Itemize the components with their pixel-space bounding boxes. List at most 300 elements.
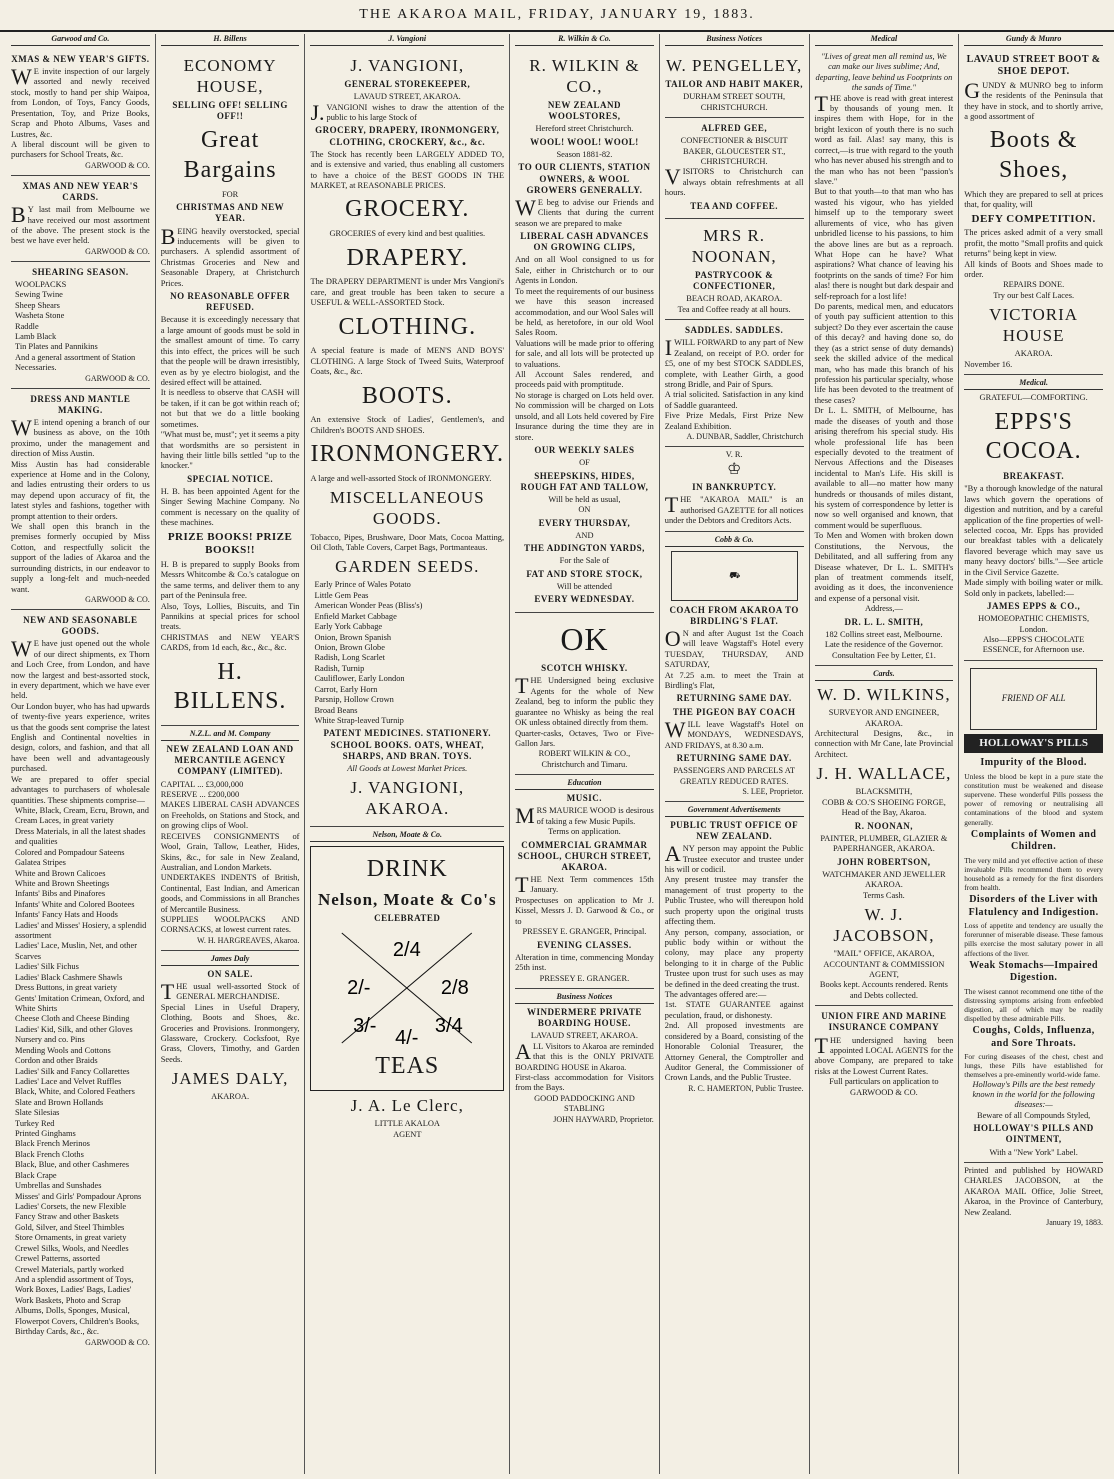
list-item: Lamb Black: [15, 331, 57, 341]
list-item: And a general assortment of Station Necessaries.: [15, 352, 136, 373]
advert-subtitle: HOLLOWAY'S PILLS AND OINTMENT,: [973, 1123, 1094, 1145]
advert-body: All Account Sales rendered, and proceeds paid with promptitude.: [515, 370, 654, 390]
advert-address: DURHAM STREET SOUTH, CHRISTCHURCH.: [683, 92, 786, 112]
advert-text: HOMOEOPATHIC CHEMISTS,: [978, 614, 1090, 624]
advert-body: ON and after August 1st the Coach will leave Wagstaff's Hotel every TUESDAY, THURSDAY, AND SATURDAY,: [664, 625, 804, 670]
column-header: Garwood and Co.: [11, 34, 150, 46]
price-diagram: [315, 928, 499, 1048]
advert-subtitle: LIBERAL CASH ADVANCES ON GROWING CLIPS,: [520, 231, 649, 253]
list-item: Slate Silesias: [15, 1108, 60, 1118]
advert-date: November 16.: [964, 359, 1013, 369]
imprint: [964, 1163, 1103, 1232]
advert-title: IN BANKRUPTCY.: [692, 482, 777, 493]
advert-ok-whisky: [515, 613, 654, 776]
advert-body: Any person, company, association, or public body within or without the colony, may place any property belonging to it in charge of the Public Trustee upon trust for such uses as may be defined in the deed creating the trust.: [664, 927, 804, 989]
advert-subtitle: RETURNING SAME DAY.: [676, 693, 792, 704]
advert-text: AND: [575, 530, 594, 540]
section-grocery: GROCERY.: [345, 196, 470, 223]
masthead: THE AKAROA MAIL, FRIDAY, JANUARY 19, 1883.: [0, 0, 1114, 32]
list-item: Gold, Silver, and Steel Thimbles: [15, 1222, 125, 1232]
price-label: 2/-: [347, 977, 371, 1000]
advert-dress-making: [11, 389, 150, 610]
advert-subtitle: OUR WEEKLY SALES: [534, 445, 635, 456]
advert-signature: JAMES DALY,: [171, 1069, 289, 1089]
advert-body: MRS MAURICE WOOD is desirous of taking a few Music Pupils.: [515, 803, 654, 829]
list-item: Ladies' Lace and Velvet Ruffles: [15, 1076, 122, 1086]
list-item: Black, Blue, and other Cashmeres: [15, 1160, 129, 1170]
card-body: Books kept. Accounts rendered. Rents and Debts collected.: [819, 980, 948, 1000]
list-item: Radish, Long Scarlet: [314, 653, 385, 663]
list-item: Infants' Bibs and Pinafores: [15, 889, 106, 899]
advert-body: Any present trustee may transfer the management of trust property to the Public Trustee, who will thereupon hold such property upon the original trusts affecting them.: [664, 875, 804, 927]
list-item: White and Brown Calicoes: [15, 868, 106, 878]
advert-body: ANY person may appoint the Public Trustee executor and trustee under his will or codicil.: [664, 841, 804, 874]
column-6: [810, 34, 960, 1474]
section-header: Nelson, Moate & Co.: [310, 830, 504, 842]
card-title: R. NOONAN,: [854, 820, 914, 831]
advert-warning: Beware of all Compounds Styled,: [976, 1110, 1091, 1120]
list-item: Onion, Brown Spanish: [314, 632, 392, 642]
advert-signature: GARWOOD & CO.: [85, 246, 150, 256]
list-item: Early York Cabbage: [314, 622, 383, 632]
advert-body: THE undersigned having been appointed LOCAL AGENTS for the above Company, are prepared to take risks at the Lowest Current Rates.: [814, 1032, 954, 1076]
list-item: Carrot, Early Horn: [314, 684, 378, 694]
card-body: COBB & CO.'S SHOEING FORGE, Head of the Bay, Akaroa.: [821, 797, 946, 818]
advert-body: Loss of appetite and tendency are usually the forerunner of miserable disease. These famous pills exercise the most salutary power in all affections of the liver.: [964, 921, 1103, 958]
list-item: Galatea Stripes: [15, 858, 66, 868]
list-item: Dress Materials, in all the latest shades and qualities: [15, 826, 146, 847]
list-item: Ladies' Lace, Muslin, Net, and other Scarves: [15, 941, 137, 961]
advert-signature: JAMES EPPS & CO.,: [987, 600, 1081, 611]
list-item: Crewel Materials, partly worked: [15, 1264, 124, 1274]
advert-nelson-moate: [310, 827, 504, 1144]
advert-subtitle: PASSENGERS AND PARCELS AT GREATLY REDUCED RATES.: [673, 766, 795, 786]
poem-quote: "Lives of great men all remind us, We can make our lives sublime; And, departing, leave behind us Footprints on the sands of Time.": [815, 51, 953, 93]
section-header: James Daly: [161, 954, 300, 966]
card-title: W. D. WILKINS,: [817, 685, 951, 705]
advert-body: H. B. has been appointed Agent for the Singer Sewing Machine Company. No comment is necessary on the quality of these machines.: [160, 486, 300, 528]
advert-body: Unless the blood be kept in a pure state the constitution must be weakened and disease supervene. These wonderful Pills possess the power of removing or neutralising all contaminations of the blood and system generally.: [964, 771, 1103, 827]
card-subtitle: "MAIL" OFFICE, AKAROA, ACCOUNTANT & COMMISSION AGENT,: [823, 949, 945, 979]
list-item: Raddle: [15, 321, 39, 331]
capital-line: CAPITAL ... £3,000,000: [160, 779, 244, 789]
advert-body: THE "AKAROA MAIL" is an authorised GAZETTE for all notices under the Debtors and Creditors Acts.: [664, 492, 804, 526]
advert-signature: A. DUNBAR, Saddler, Christchurch: [686, 432, 804, 442]
list-item: Printed Ginghams: [15, 1129, 76, 1139]
advert-body: Also, Toys, Lollies, Biscuits, and Tin Pannikins at special prices for school treats.: [160, 601, 300, 632]
advert-title: OK: [560, 620, 609, 657]
advert-body: Made simply with boiling water or milk. Sold only in packets, labelled:—: [964, 578, 1103, 598]
section-header: Government Advertisements: [665, 805, 804, 817]
list-item: Little Gem Peas: [314, 590, 369, 600]
card-subtitle: WATCHMAKER AND JEWELLER AKAROA.: [822, 869, 946, 890]
card-title: W. J. JACOBSON,: [833, 904, 935, 946]
advert-signature: J. VANGIONI, AKAROA.: [350, 778, 465, 819]
advert-text: GOOD PADDOCKING AND STABLING: [534, 1093, 635, 1114]
advert-body: WE beg to advise our Friends and Clients that during the current season we are prepared to make: [515, 194, 654, 228]
advert-headline: Boots & Shoes,: [989, 127, 1078, 184]
advert-body: MAKES LIBERAL CASH ADVANCES on Freeholds, on Stations and Stock, and on growing clips of Wool.: [160, 800, 300, 831]
tea-advert-box: [310, 846, 504, 1091]
advert-coach: [665, 532, 804, 802]
advert-cards: [815, 666, 954, 1006]
list-item: Cordon and other Braids: [15, 1056, 98, 1066]
advert-title: EPPS'S COCOA.: [985, 408, 1082, 465]
advert-place: AKAROA.: [211, 1092, 250, 1102]
advert-gundy-munro: [964, 49, 1103, 375]
advert-title: SADDLES. SADDLES.: [685, 325, 784, 336]
section-clothing: CLOTHING.: [338, 313, 477, 340]
price-cross: [315, 928, 499, 1048]
advert-seasonable-goods: [11, 610, 150, 1351]
advert-body: THE usual well-assorted Stock of GENERAL MERCHANDISE.: [160, 978, 300, 1004]
advert-body: GUNDY & MUNRO beg to inform the residents of the Peninsula that they have in stock, and to shortly arrive, a good assortment of: [964, 77, 1103, 121]
advert-body: 1st. STATE GUARANTEE against peculation, fraud, or dishonesty.: [664, 1000, 804, 1020]
crest-icon: ♔: [726, 461, 742, 479]
advert-fee: Consultation Fee by Letter, £1.: [831, 650, 936, 660]
advert-subtitle: RETURNING SAME DAY.: [676, 753, 792, 763]
advert-body: But to that youth—to that man who has wasted his vigour, who has yielded himself up to the temporary sweet allurements of vice, who has given unbridled license to his passions, to him the above lines are but as a reproach. What Hope can he have? What aspirations? What chance of leaving his footprints on the sands of time? For him alas! there is nought but dark despair and self-reproach for a lost life!: [814, 187, 954, 301]
advert-signature: PRESSEY E. GRANGER, Principal.: [522, 927, 647, 937]
advert-body: THE Next Term commences 15th January.: [515, 872, 654, 898]
advert-subtitle: WOOL! WOOL! WOOL!: [530, 136, 639, 147]
advert-body: Tea and Coffee ready at all hours.: [677, 304, 791, 314]
advert-title: ON SALE.: [207, 968, 253, 979]
column-header: J. Vangioni: [310, 34, 504, 46]
advert-text: Try our best Calf Laces.: [993, 290, 1075, 300]
advert-signature: H. BILLENS.: [173, 658, 287, 715]
list-item: Umbrellas and Sunshades: [15, 1181, 102, 1191]
advert-bankruptcy: [665, 447, 804, 532]
advert-title: MRS R. NOONAN,: [691, 225, 777, 266]
column-header: Business Notices: [665, 34, 804, 46]
advert-title: PUBLIC TRUST OFFICE OF NEW ZEALAND.: [670, 819, 799, 841]
advert-address: BEACH ROAD, AKAROA.: [686, 294, 783, 304]
price-label: 3/-: [353, 1015, 377, 1038]
advert-body: Also—EPPS'S CHOCOLATE ESSENCE, for Afternoon use.: [982, 634, 1085, 655]
royal-cipher: V. R.: [725, 450, 743, 459]
list-item: Mending Wools and Cottons: [15, 1045, 111, 1055]
advert-signature: GARWOOD & CO.: [85, 1337, 150, 1347]
advert-body: We are prepared to offer special advantages to purchasers of wholesale quantities. These shipments comprise—: [11, 774, 150, 805]
advert-public-trust: [665, 802, 804, 1098]
advert-body: For curing diseases of the chest, chest and lungs, these Pills have established for themselves a pre-eminently world-wide fame.: [964, 1052, 1103, 1080]
advert-signature: W. H. HARGREAVES, Akaroa.: [197, 935, 300, 945]
advert-title: W. PENGELLEY,: [666, 55, 803, 75]
list-item: Misses' and Girls' Pompadour Aprons: [15, 1191, 142, 1201]
advert-body: Prospectuses on application to Mr J. Kissel, Messrs J. D. Garwood & Co., or to: [515, 895, 654, 926]
advert-body: Do parents, medical men, and educators of youth pay sufficient attention to this subject? Do they ever ascertain the cause of this decay? and having done so, do they (as a strict sense of duty demands) seek the skilled advice of the medical man, who has made this branch of his profession his particular specialty, whose life has been devoted to the treatment of these cases?: [814, 302, 954, 405]
advert-subtitle: PATENT MEDICINES. STATIONERY. SCHOOL BOOKS. OATS, WHEAT, SHARPS, AND BRAN. TOYS.: [323, 728, 492, 761]
advert-body: Quarter-casks, Octaves, Two or Five-Gallon Jars.: [515, 728, 654, 748]
advert-address: 182 Collins street east, Melbourne.: [825, 629, 943, 639]
list-item: White, Black, Cream, Ecru, Brown, and Cream Laces, in great variety: [15, 805, 149, 826]
advert-body: Five Prize Medals, First Prize New Zealand Exhibition.: [664, 411, 804, 431]
advert-body: VISITORS to Christchurch can always obtain refreshments at all hours.: [664, 164, 804, 198]
advert-body: The prices asked admit of a very small profit, the motto "Small profits and quick returns" being kept in view.: [964, 228, 1103, 259]
advert-signature: JOHN HAYWARD, Proprietor.: [553, 1114, 654, 1124]
price-label: 2/4: [393, 939, 422, 962]
advert-headline: Great Bargains: [183, 127, 277, 184]
advert-address: LAVAUD STREET, AKAROA.: [353, 92, 461, 102]
advert-body: First-class accommodation for Visitors from the Bays.: [515, 1072, 654, 1093]
advert-body: All kinds of Boots and Shoes made to order.: [964, 259, 1103, 280]
advert-body: "By a thorough knowledge of the natural laws which govern the operations of digestion and nutrition, and by a careful application of the fine properties of well-selected cocoa, Mr. Epps has provided our breakfast tables with a delicately flavored beverage which may save us many heavy doctors' bills."—See article in the Civil Service Gazette.: [964, 484, 1103, 577]
advert-title: R. WILKIN & CO.,: [529, 55, 640, 96]
list-item: Infants' White and Colored Bootees: [15, 899, 135, 909]
advert-body: No storage is charged on Lots held over. No commission will be charged on Lots unsold, and all Lots held covered by Fire Insurance during the time they are in store.: [515, 390, 654, 442]
advert-body: A trial solicited. Satisfaction in any kind of Saddle guaranteed.: [664, 390, 804, 410]
card-subtitle: PAINTER, PLUMBER, GLAZIER & PAPERHANGER, AKAROA.: [820, 833, 948, 854]
section-ironmongery: IRONMONGERY.: [310, 441, 505, 468]
advert-signature: PRESSEY E. GRANGER.: [539, 973, 630, 983]
column-5: [660, 34, 810, 1474]
advert-xmas-gifts: [11, 49, 150, 176]
advert-pengelley: [665, 49, 804, 118]
list-item: Early Prince of Wales Potato: [314, 580, 411, 590]
list-item: Crewel Silks, Wools, and Needles: [15, 1243, 129, 1253]
advert-text: With a "New York" Label.: [989, 1147, 1078, 1157]
advert-title: J. VANGIONI,: [350, 55, 465, 75]
advert-economy-house: [161, 49, 300, 726]
advert-text: Address,—: [864, 604, 903, 614]
advert-text: REPAIRS DONE.: [1003, 280, 1065, 290]
advert-title: VICTORIA HOUSE: [989, 305, 1079, 346]
list-item: Store Ornaments, in great variety: [15, 1233, 127, 1243]
price-label: 2/8: [441, 977, 470, 1000]
advert-body: The advantages offered are:—: [664, 990, 767, 1000]
advert-place: AKAROA.: [1014, 349, 1053, 359]
list-item: Cheese Cloth and Cheese Binding: [15, 1014, 130, 1024]
advert-title: WINDERMERE PRIVATE BOARDING HOUSE.: [526, 1006, 642, 1029]
list-item: Sheep Shears: [15, 300, 60, 310]
advert-body: To Men and Women with broken down Constitutions, the Nervous, the Debilitated, and all suffering from any Disease whatever, Dr L. L. SMITH's plan of treatment commends itself, avoiding as it does, the inconvenience and expense of a personal visit.: [814, 531, 954, 603]
advert-body: THE Undersigned being exclusive Agents for the whole of New Zealand, beg to inform the public they guarantee no Whisky as being the real OK unless obtained directly from them.: [515, 673, 654, 728]
advert-saddles: [665, 320, 804, 447]
list-item: Onion, Brown Globe: [314, 642, 385, 652]
card-body: Architectural Designs, &c., in connection with Mr Cane, late Provincial Architect.: [814, 728, 954, 759]
advert-title: LAVAUD STREET BOOT & SHOE DEPOT.: [966, 53, 1101, 78]
advert-body: Because it is exceedingly necessary that a large amount of goods must be sold in the smallest amount of time. To carry this into effect, the prices will be such that the people will be drawn irresistibly, even as by ye electro biologist, and the desired effect will be attained.: [160, 315, 300, 387]
column-7: [959, 34, 1108, 1474]
holloway-emblem-icon: [970, 668, 1097, 730]
list-item: Infants' Fancy Hats and Hoods: [15, 910, 118, 920]
column-1: [6, 34, 156, 1474]
card-subtitle: BLACKSMITH,: [855, 787, 913, 797]
column-header: Gundy & Munro: [964, 34, 1103, 46]
newspaper-columns: [6, 34, 1108, 1474]
advert-body: UNDERTAKES INDENTS of British, Continental, East Indian, and American goods, and Commissions in all Branches of Mercantile Business.: [160, 873, 300, 914]
card-title: J. H. WALLACE,: [816, 764, 952, 784]
list-item: Cauliflower, Early London: [314, 674, 405, 684]
advert-body: Alteration in time, commencing Monday 25th inst.: [515, 952, 654, 973]
advert-subtitle: CELEBRATED: [374, 913, 441, 924]
column-2: [156, 34, 306, 1474]
list-item: Black, White, and Colored Feathers: [15, 1087, 135, 1097]
advert-education: [515, 775, 654, 989]
advert-title: DRESS AND MANTLE MAKING.: [30, 393, 131, 415]
list-item: White Strap-leaved Turnip: [314, 715, 404, 725]
list-item: Ladies' Corsets, the new Flexible: [15, 1202, 127, 1212]
advert-title: SHEARING SEASON.: [32, 266, 129, 277]
advert-body: The wisest cannot recommend one tithe of the distressing symptoms arising from enfeebled digestion, all of which may be readily dispelled by these admirable Pills.: [964, 986, 1103, 1024]
advert-body: J.VANGIONI wishes to draw the attention of the public to his large Stock of: [310, 99, 505, 125]
card-subtitle: SURVEYOR AND ENGINEER, AKAROA.: [828, 708, 940, 728]
advert-place: LITTLE AKALOA: [374, 1119, 440, 1129]
section-drapery: DRAPERY.: [346, 244, 469, 271]
advert-title: NEW ZEALAND LOAN AND MERCANTILE AGENCY COMPANY (LIMITED).: [166, 744, 294, 777]
advert-text: ON: [578, 505, 591, 515]
list-item: Parsnip, Hollow Crown: [314, 695, 394, 705]
advert-subtitle: TAILOR AND HABIT MAKER,: [665, 78, 803, 89]
advert-subtitle: GRATEFUL—COMFORTING.: [979, 393, 1088, 403]
section-header: Cards.: [815, 669, 954, 681]
item-list: [11, 806, 150, 1338]
list-item: Nursery and co. Pins: [15, 1035, 85, 1045]
advert-subtitle: SHEEPSKINS, HIDES, ROUGH FAT AND TALLOW,: [520, 470, 649, 492]
advert-body: WE intend opening a branch of our business as above, on the 10th proximo, under the management and direction of Miss Austin.: [11, 414, 150, 459]
list-item: Fancy Straw and other Baskets: [15, 1212, 119, 1222]
advert-title: MUSIC.: [566, 793, 603, 804]
advert-signature: GARWOOD & CO.: [85, 160, 150, 170]
advert-body: Which they are prepared to sell at prices that, for quality, will: [964, 189, 1103, 210]
list-item: Black French Merinos: [15, 1139, 90, 1149]
advert-text: Will be attended: [556, 582, 612, 592]
list-item: Washeta Stone: [15, 311, 65, 321]
advert-categories: GROCERY, DRAPERY, IRONMONGERY, CLOTHING, CROCKERY, &c., &c.: [315, 125, 500, 147]
advert-address: Late the residence of the Governor.: [824, 640, 943, 650]
advert-text: OF: [579, 458, 590, 468]
advert-body: CHRISTMAS and NEW YEAR'S CARDS, from 1d each, &c., &c., &c.: [160, 632, 300, 653]
advert-body: At 7.25 a.m. to meet the Train at Birdling's Flat,: [664, 670, 804, 690]
list-item: Ladies' Silk and Fancy Collarettes: [15, 1066, 130, 1076]
advert-subtitle: TO OUR CLIENTS, STATION OWNERS, & WOOL GROWERS GENERALLY.: [518, 162, 651, 195]
advert-title: UNION FIRE AND MARINE INSURANCE COMPANY: [821, 1011, 947, 1033]
advert-subtitle: Disorders of the Liver with Flatulency and Indigestion.: [968, 894, 1099, 918]
advert-body: The DRAPERY DEPARTMENT is under Mrs Vangioni's care, and great trouble has been taken to secure a USEFUL & WELL-ASSORTED Stock.: [310, 277, 505, 308]
advert-signature: S. LEE, Proprietor.: [742, 787, 804, 796]
section-header: N.Z.L. and M. Company: [161, 729, 300, 741]
list-item: And a splendid assortment of Toys, Work Boxes, Ladies' Bags, Ladies' Work Baskets, Photo and Scrap Albums, Dolls, Sponges, Musical, Flowerpot Covers, Children's Books, Birthday Cards, &c., &c.: [15, 1274, 140, 1337]
column-header: R. Wilkin & Co.: [515, 34, 654, 46]
advert-subtitle: THE ADDINGTON YARDS,: [523, 543, 645, 554]
advert-body: WILL leave Wagstaff's Hotel on MONDAYS, WEDNESDAYS, AND FRIDAYS, at 8.30 a.m.: [664, 716, 804, 750]
advert-signature: J. A. Le Clerc,: [350, 1096, 464, 1116]
advert-body: 2nd. All proposed investments are considered by a Board, consisting of the Honorable Colonial Treasurer, the Attorney General, the Comptroller and Auditor General, the Commissioner of Crown Lands, and the Public Trustee.: [664, 1021, 804, 1083]
advert-subtitle: Impurity of the Blood.: [980, 757, 1087, 769]
advert-text: FOR: [221, 189, 239, 199]
advert-body: IWILL FORWARD to any part of New Zealand, on receipt of P.O. order for £5, one of my best STOCK SADDLES, complete, with Leather Girth, a good strong Bridle, and Pair of Spurs.: [664, 335, 804, 389]
item-list: [11, 280, 150, 374]
list-item: Ladies' Kid, Silk, and other Gloves: [15, 1024, 133, 1034]
advert-text: For the Sale of: [559, 556, 610, 566]
advert-text: Will be held as usual,: [548, 494, 621, 504]
column-3: [305, 34, 510, 1474]
imprint-date: January 19, 1883.: [1046, 1218, 1103, 1228]
advert-body: All Goods at Lowest Market Prices.: [347, 763, 468, 773]
advert-body: WE have just opened out the whole of our direct shipments, ex Thorn and Loch Cree, from London, and have now the largest and best-assorted stock, in every department, which we have ever held.: [11, 636, 150, 701]
emblem-caption: FRIEND OF ALL: [1001, 693, 1066, 704]
advert-wilkin: [515, 49, 654, 613]
list-item: Sewing Twine: [15, 290, 63, 300]
item-list: [310, 580, 504, 726]
advert-body: GROCERIES of every kind and best qualities.: [329, 229, 486, 239]
advert-body: Full particulars on application to: [829, 1077, 939, 1087]
advert-body: SUPPLIES WOOLPACKS AND CORNSACKS, at lowest current rates.: [160, 915, 300, 935]
column-header: H. Billens: [161, 34, 300, 46]
advert-gee: [665, 118, 804, 219]
advert-body: "What must be, must"; yet it seems a pity that wordsmiths are so persistent in having their little bills settled "up to the knocker.": [160, 430, 300, 471]
list-item: Crewel Patterns, assorted: [15, 1254, 100, 1264]
advert-subtitle: PRIZE BOOKS! PRIZE BOOKS!!: [167, 530, 293, 557]
section-garden: GARDEN SEEDS.: [335, 557, 480, 577]
advert-subtitle: GENERAL STOREKEEPER,: [344, 78, 471, 89]
list-item: Radish, Turnip: [314, 663, 365, 673]
advert-subtitle: DEFY COMPETITION.: [971, 212, 1096, 225]
advert-subtitle: TEA AND COFFEE.: [690, 200, 779, 211]
advert-body: BEING heavily overstocked, special inducements will be given to purchasers. A splendid assortment of Christmas Groceries and New and Seasonable Drapery, at Christchurch Prices.: [160, 223, 300, 288]
section-header: Cobb & Co.: [665, 535, 804, 547]
advert-title: XMAS & NEW YEAR'S GIFTS.: [11, 53, 150, 64]
advert-text: Season 1881-82.: [556, 149, 613, 159]
advert-body: The Stock has recently been LARGELY ADDED TO, and is extensive and varied, thus enabling all customers to have a choice of the BEST GOODS IN THE MARKET, at REASONABLE PRICES.: [310, 149, 505, 190]
advert-body: Miss Austin has had considerable experience at Home and in the Colony, and ladies entrusting their orders to us may depend upon accuracy of fit, the latest styles and fashions, together with prompt attention to their orders.: [11, 459, 150, 521]
advert-banner: HOLLOWAY'S PILLS: [964, 734, 1103, 754]
advert-subtitle: EVERY THURSDAY,: [538, 517, 631, 528]
advert-body: A large and well-assorted Stock of IRONMONGERY.: [310, 473, 492, 483]
advert-subtitle: PASTRYCOOK & CONFECTIONER,: [693, 269, 776, 292]
advert-body: BY last mail from Melbourne we have received our most assortment of the above. The present stock is the best we have ever held.: [11, 202, 150, 246]
advert-title: NEW AND SEASONABLE GOODS.: [23, 614, 138, 637]
list-item: Broad Beans: [314, 705, 358, 715]
advert-body: WE invite inspection of our largely assorted and newly received stock, mostly to hand per ship Waipoa, from London, of Toys, Fancy Goods, Presentation, Toy, and Prize Books, Scrap and Photo Albums, Vases and Lustres, &c.: [11, 64, 150, 139]
card-title: JOHN ROBERTSON,: [837, 856, 931, 867]
list-item: Ladies' Silk Fichus: [15, 962, 79, 972]
list-item: Slate and Brown Hollands: [15, 1097, 104, 1107]
advert-body: Holloway's Pills are the best remedy known in the world for the following diseases:—: [972, 1079, 1095, 1110]
advert-body: And on all Wool consigned to us for Sale, either in Christchurch or to our Agents in London.: [515, 255, 654, 286]
advert-title: COACH FROM AKAROA TO BIRDLING'S FLAT.: [669, 604, 799, 626]
section-boots: BOOTS.: [361, 382, 453, 409]
advert-subtitle: CONFECTIONER & BISCUIT BAKER, GLOUCESTER ST., CHRISTCHURCH.: [680, 136, 788, 166]
advert-subtitle: NO REASONABLE OFFER REFUSED.: [170, 291, 291, 313]
list-item: WOOLPACKS: [15, 279, 67, 289]
list-item: Gents' Imitation Crimean, Oxford, and White Shirts: [15, 993, 145, 1013]
advert-place: London.: [1019, 624, 1048, 634]
reserve-line: RESERVE ... £200,000: [160, 789, 240, 799]
advert-place: Christchurch and Timaru.: [541, 759, 628, 769]
list-item: Enfield Market Cabbage: [314, 611, 397, 621]
section-misc: MISCELLANEOUS GOODS.: [329, 488, 485, 529]
advert-body: The very mild and yet effective action of these invaluable Pills recommend them to every household as a remedy for the first disorders from health.: [964, 855, 1103, 893]
advert-body: Our London buyer, who has had upwards of twenty-five years experience, writes us that the goods sent comprise the latest English and Continental novelties in design, colors, and fashion, and that all have been well and advantageously purchased.: [11, 701, 150, 774]
list-item: Dress Buttons, in great variety: [15, 983, 118, 993]
section-header: Medical.: [964, 378, 1103, 390]
advert-body: Valuations will be made prior to offering for sale, and all lots will be protected up to valuations.: [515, 338, 654, 369]
advert-subtitle: SCOTCH WHISKY.: [541, 663, 628, 674]
advert-subtitle: Complaints of Women and Children.: [970, 828, 1097, 853]
list-item: Turkey Red: [15, 1118, 55, 1128]
advert-body: ALL Visitors to Akaroa are reminded that this is the ONLY PRIVATE BOARDING HOUSE in Akaroa.: [515, 1038, 654, 1072]
advert-subtitle: SELLING OFF! SELLING OFF!!: [172, 100, 288, 122]
list-item: Ladies' and Misses' Hosiery, a splendid assortment: [15, 920, 147, 941]
advert-body: A special feature is made of MEN'S AND BOYS' CLOTHING. A large Stock of Tweed Suits, Waterproof Coats, &c., &c.: [310, 346, 505, 377]
advert-body: Special Lines in Useful Drapery, Clothing, Boots and Shoes, &c. Groceries and Provisions. Ironmongery, Glassware, Crockery. Cocksfoot, Rye Grass, Clovers, Timothy, and Garden Seeds.: [160, 1002, 300, 1064]
advert-text: Terms on application.: [548, 827, 621, 837]
advert-epps-cocoa: [964, 375, 1103, 660]
advert-union-insurance: [815, 1006, 954, 1102]
advert-subtitle: EVERY WEDNESDAY.: [534, 594, 635, 605]
